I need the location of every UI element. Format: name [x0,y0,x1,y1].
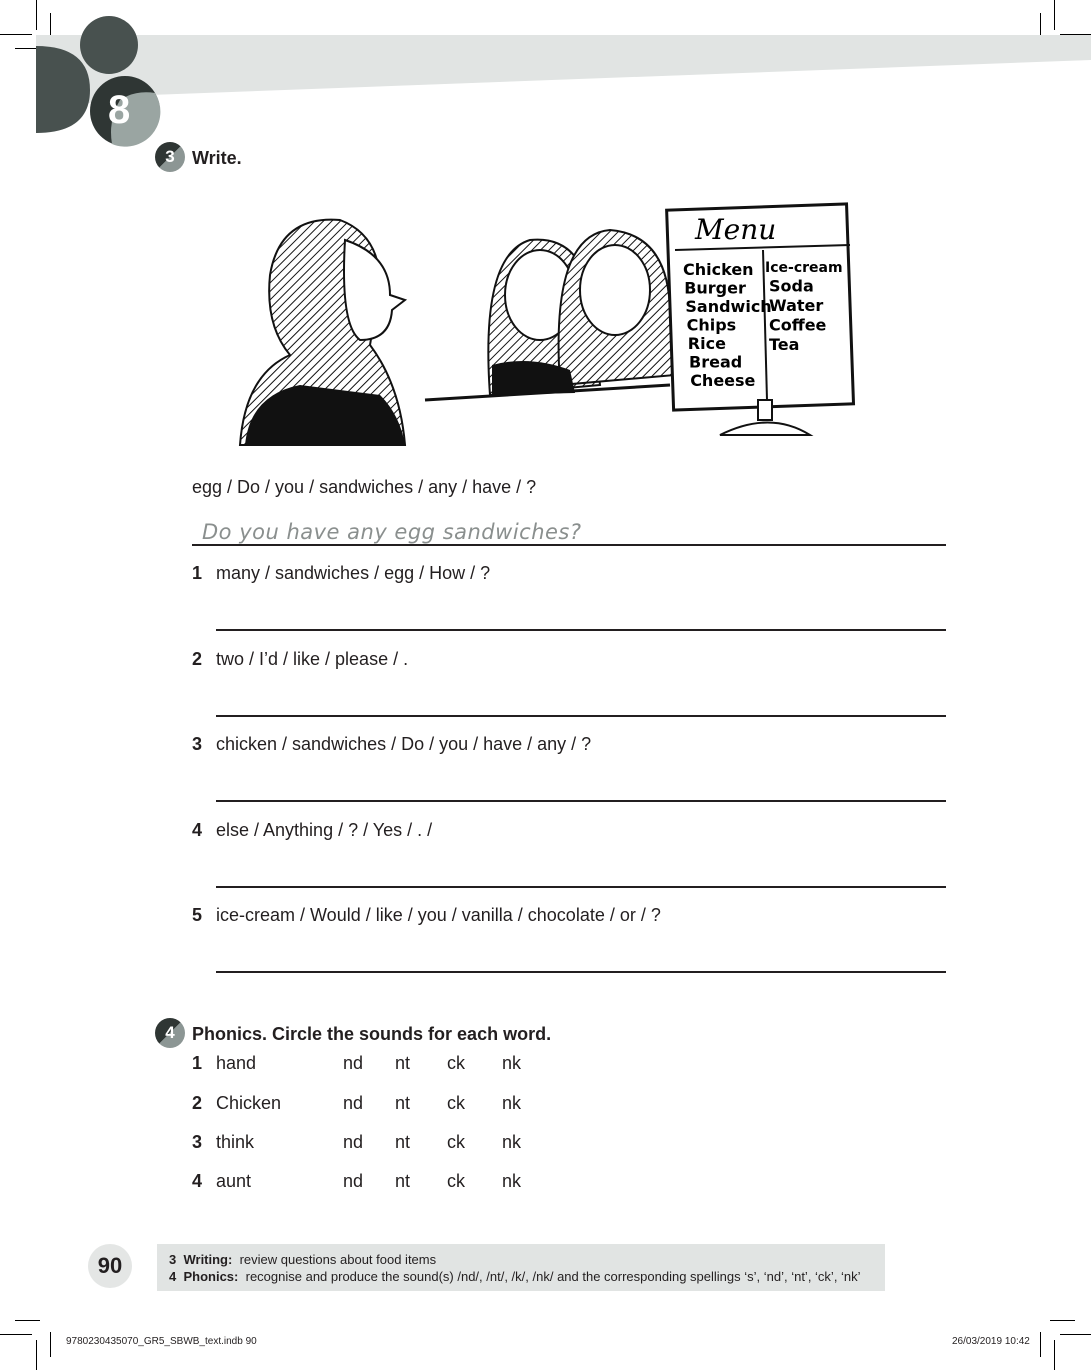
word: hand [216,1053,257,1073]
crop-mark [1050,1320,1075,1321]
sound-option-nt[interactable]: nt [395,1132,411,1152]
crop-mark [50,1332,51,1357]
menu-item: Rice [687,334,726,353]
menu-item: Coffee [769,315,827,335]
sound-option-ck[interactable]: ck [447,1132,465,1152]
customers-figures [488,230,675,395]
phonics-word [192,1093,281,1114]
exercise-title: Write. [192,148,242,168]
restaurant-illustration [230,195,870,455]
menu-item: Chicken [683,260,754,279]
item-number: 2 [192,648,203,669]
word: aunt [216,1171,252,1191]
menu-item: Bread [689,352,743,372]
sound-option-nt[interactable]: nt [395,1093,411,1113]
sound-option-ck[interactable]: ck [447,1053,465,1073]
sound-option-ck[interactable]: ck [447,1171,465,1191]
menu-item: Sandwich [685,297,772,316]
menu-board [667,204,854,435]
exercise-title: Phonics. Circle the sounds for each word. [192,1024,552,1044]
phonics-word [192,1053,256,1074]
slug-filename: 9780230435070_GR5_SBWB_text.indb 90 [66,1336,257,1347]
menu-item: Soda [769,276,814,296]
item-number: 5 [192,905,203,926]
exercise-item [192,734,591,755]
word: Chicken [216,1093,282,1113]
menu-item: Burger [684,278,746,298]
sound-option-nd[interactable]: nd [343,1093,364,1113]
answer-line[interactable] [216,629,946,631]
exercise-number-badge: 4 [155,1018,185,1048]
item-prompt: else / Anything / ? / Yes / . / [216,819,433,840]
example-answer: Do you have any egg sandwiches? [202,520,582,544]
item-number: 1 [192,1053,203,1073]
item-number: 3 [192,1132,203,1152]
page-number: 90 [88,1244,132,1288]
menu-item: Tea [769,335,800,354]
exercise-item [192,905,661,926]
answer-line [192,544,946,546]
sound-option-nd[interactable]: nd [343,1132,364,1152]
menu-item: Cheese [690,371,756,390]
item-prompt: chicken / sandwiches / Do / you / have / any / ? [216,734,592,755]
exercise-item [192,563,490,584]
sound-option-nd[interactable]: nd [343,1171,364,1191]
answer-line[interactable] [216,800,946,802]
item-number: 2 [192,1093,203,1113]
sound-option-ck[interactable]: ck [447,1093,465,1113]
word: think [216,1132,255,1152]
phonics-word [192,1171,251,1192]
unit-header-decoration [0,0,1091,150]
sound-option-nk[interactable]: nk [502,1093,522,1113]
exercise-item [192,820,432,841]
item-prompt: two / I’d / like / please / . [216,648,409,669]
waitress-figure [240,220,405,445]
crop-mark [15,1320,40,1321]
unit-number: 8 [108,88,131,132]
crop-mark [1040,1332,1041,1357]
crop-mark [1054,1340,1055,1370]
item-number: 4 [192,1171,203,1191]
menu-item: Water [769,296,824,315]
crop-mark [0,1334,32,1335]
item-prompt: many / sandwiches / egg / How / ? [216,563,491,583]
answer-line[interactable] [216,715,946,717]
example-prompt: egg / Do / you / sandwiches / any / have / ? [192,477,537,497]
crop-mark [36,1340,37,1370]
answer-line[interactable] [216,886,946,888]
menu-item: Ice-cream [765,260,843,276]
slug-date: 26/03/2019 10:42 [952,1336,1030,1347]
menu-title: Menu [695,213,777,246]
answer-line[interactable] [216,971,946,973]
sound-option-nt[interactable]: nt [395,1171,411,1191]
exercise-item [192,649,408,670]
note-writing: 3 Writing: review questions about food items [169,1252,437,1267]
sound-option-nk[interactable]: nk [502,1171,522,1191]
exercise-number-badge: 3 [155,142,185,172]
item-prompt: ice-cream / Would / like / you / vanilla / chocolate / or / ? [216,905,661,926]
sound-option-nt[interactable]: nt [395,1053,411,1073]
teacher-notes [157,1244,885,1291]
sound-option-nk[interactable]: nk [502,1132,522,1152]
sound-option-nk[interactable]: nk [502,1053,522,1073]
item-number: 4 [192,819,203,840]
phonics-word [192,1132,254,1153]
sound-option-nd[interactable]: nd [343,1053,364,1073]
item-number: 1 [192,563,203,583]
menu-item: Chips [686,315,737,335]
note-phonics: 4 Phonics: recognise and produce the sound(s) /nd/, /nt/, /k/, /nk/ and the corresponding spellings ‘s’, ‘nd’, ‘nt’, ‘ck’, ‘nk’ [169,1269,861,1284]
item-number: 3 [192,734,203,755]
crop-mark [1060,1334,1091,1335]
